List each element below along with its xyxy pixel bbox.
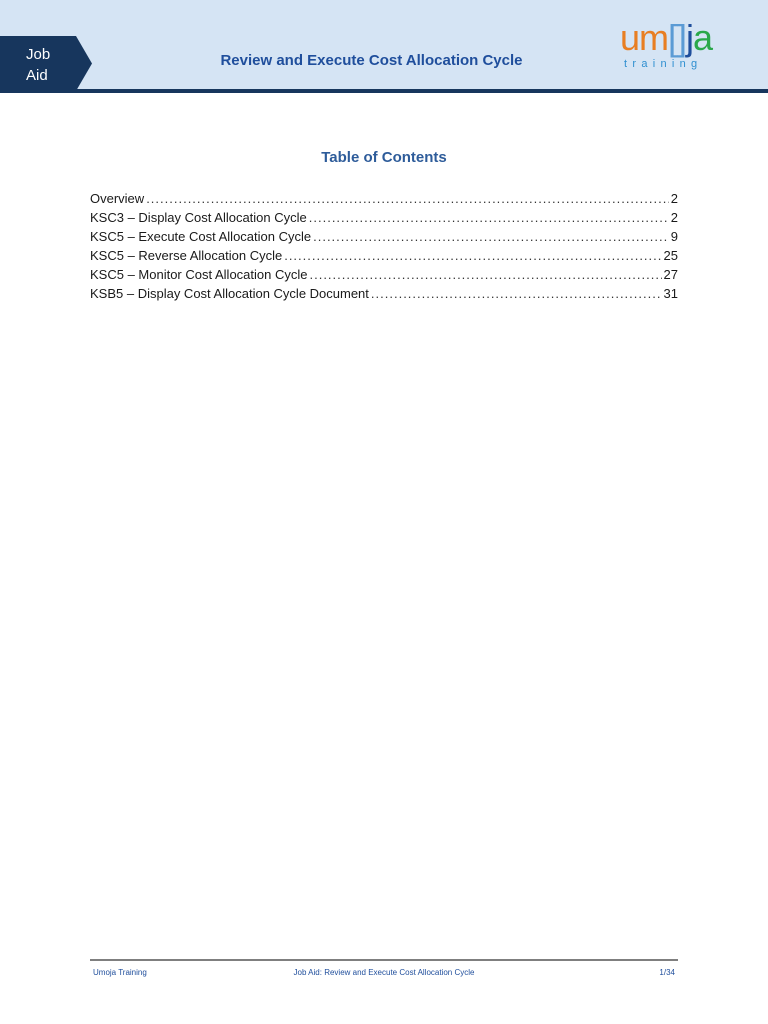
toc-leader-dots xyxy=(309,267,661,282)
umoja-training-logo xyxy=(620,18,750,78)
toc-entry-label: KSC5 – Reverse Allocation Cycle xyxy=(90,248,283,263)
toc-entry-page: 25 xyxy=(663,248,678,263)
toc-entry-label: KSC5 – Execute Cost Allocation Cycle xyxy=(90,229,312,244)
toc-entry-page: 2 xyxy=(670,210,678,225)
footer-organization: Umoja Training xyxy=(93,968,147,977)
badge-text xyxy=(26,44,50,86)
header-divider xyxy=(0,89,768,93)
toc-entry-page: 27 xyxy=(663,267,678,282)
document-title: Review and Execute Cost Allocation Cycle xyxy=(220,52,523,69)
badge-line-1: Job xyxy=(26,46,51,63)
page-footer xyxy=(90,968,678,982)
toc-leader-dots xyxy=(284,248,661,263)
toc-entry-label: KSB5 – Display Cost Allocation Cycle Document xyxy=(90,286,369,301)
toc-entry-label: KSC5 – Monitor Cost Allocation Cycle xyxy=(90,267,308,282)
table-of-contents xyxy=(90,191,678,305)
toc-entry-ksc5-monitor[interactable] xyxy=(90,267,678,286)
job-aid-badge xyxy=(0,36,92,91)
toc-leader-dots xyxy=(309,210,669,225)
toc-entry-ksc5-reverse[interactable] xyxy=(90,248,678,267)
toc-entry-ksc5-execute[interactable] xyxy=(90,229,678,248)
toc-entry-page: 2 xyxy=(670,191,678,206)
toc-leader-dots xyxy=(371,286,662,301)
toc-entry-label: Overview xyxy=(90,191,145,206)
toc-heading: Table of Contents xyxy=(321,149,447,166)
toc-entry-ksb5-display[interactable] xyxy=(90,286,678,305)
toc-entry-page: 31 xyxy=(663,286,678,301)
toc-entry-overview[interactable] xyxy=(90,191,678,210)
footer-page-number: 1/34 xyxy=(659,968,675,977)
toc-entry-label: KSC3 – Display Cost Allocation Cycle xyxy=(90,210,307,225)
footer-document-title: Job Aid: Review and Execute Cost Allocation Cycle xyxy=(293,968,475,977)
footer-divider xyxy=(90,959,678,961)
toc-entry-page: 9 xyxy=(670,229,678,244)
badge-line-2: Aid xyxy=(26,67,48,84)
logo-subtext: training xyxy=(624,58,703,70)
logo-wordmark: um[]ja xyxy=(620,17,713,58)
toc-leader-dots xyxy=(313,229,669,244)
toc-leader-dots xyxy=(146,191,669,206)
toc-entry-ksc3-display[interactable] xyxy=(90,210,678,229)
